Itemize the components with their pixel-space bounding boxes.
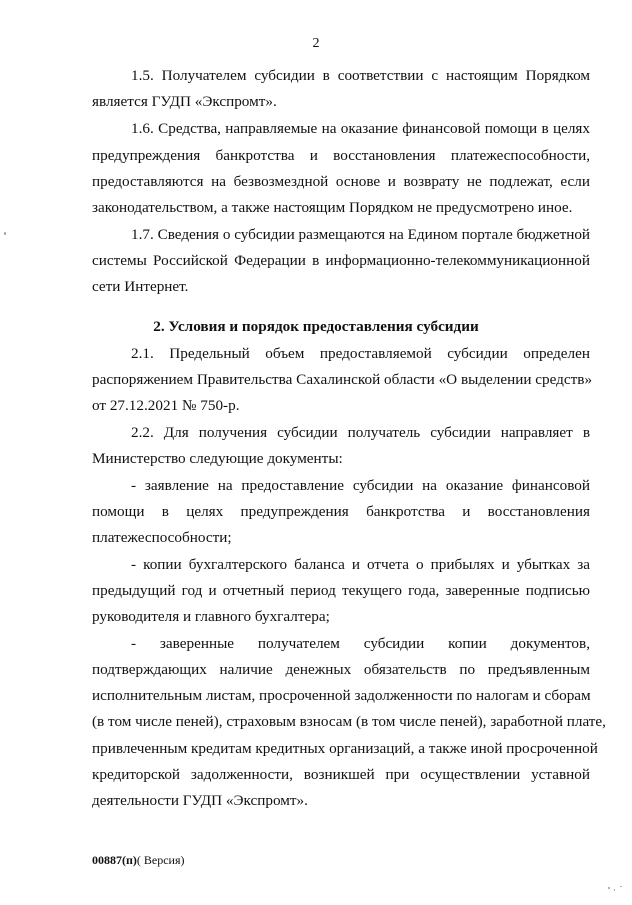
scan-speck	[620, 886, 622, 887]
text-line: (в том числе пеней), страховым взносам (в том числе пеней), заработной плате,	[92, 713, 606, 730]
text-line: системы Российской Федерации в информационно-телекоммуникационной	[92, 252, 590, 269]
text-line: деятельности ГУДП «Экспромт».	[92, 792, 308, 809]
text-line: 2.1. Предельный объем предоставляемой субсидии определен	[131, 345, 590, 362]
document-footer	[92, 852, 185, 868]
document-code: 00887(п)	[92, 853, 137, 867]
text-line: сети Интернет.	[92, 278, 189, 295]
text-line: - заявление на предоставление субсидии на оказание финансовой	[131, 477, 590, 494]
scan-speck	[608, 887, 610, 889]
text-line: от 27.12.2021 № 750-р.	[92, 397, 240, 414]
text-line: помощи в целях предупреждения банкротства и восстановления	[92, 503, 590, 520]
text-line: предыдущий год и отчетный период текущего года, заверенные подписью	[92, 582, 590, 599]
text-line: - заверенные получателем субсидии копии документов,	[131, 635, 590, 652]
text-line: 1.5. Получателем субсидии в соответствии с настоящим Порядком	[131, 67, 590, 84]
scan-speck	[614, 889, 615, 891]
text-line: 2.2. Для получения субсидии получатель субсидии направляет в	[131, 424, 590, 441]
scan-speck	[4, 232, 6, 235]
document-version: ( Версия)	[136, 853, 185, 867]
text-line: исполнительным листам, просроченной задолженности по налогам и сборам	[92, 687, 591, 704]
text-line: 1.6. Средства, направляемые на оказание финансовой помощи в целях	[131, 120, 590, 137]
page-number: 2	[312, 36, 320, 51]
text-line: - копии бухгалтерского баланса и отчета о прибылях и убытках за	[131, 556, 590, 573]
text-line: подтверждающих наличие денежных обязательств по предъявленным	[92, 661, 590, 678]
text-line: привлеченным кредитам кредитных организаций, а также иной просроченной	[92, 740, 598, 757]
text-line: Министерство следующие документы:	[92, 450, 343, 467]
text-line: является ГУДП «Экспромт».	[92, 93, 277, 110]
text-line: кредиторской задолженности, возникшей при осуществлении уставной	[92, 766, 590, 783]
text-line: руководителя и главного бухгалтера;	[92, 608, 330, 625]
text-line: 1.7. Сведения о субсидии размещаются на Едином портале бюджетной	[131, 226, 591, 243]
text-line: предоставляются на безвозмездной основе и возврату не подлежат, если	[92, 173, 590, 190]
text-line: законодательством, а также настоящим Порядком не предусмотрено иное.	[92, 199, 573, 216]
text-line: платежеспособности;	[92, 529, 232, 546]
section-heading: 2. Условия и порядок предоставления субсидии	[153, 318, 479, 335]
text-line: распоряжением Правительства Сахалинской области «О выделении средств»	[92, 371, 593, 388]
text-line: предупреждения банкротства и восстановления платежеспособности,	[92, 147, 590, 164]
